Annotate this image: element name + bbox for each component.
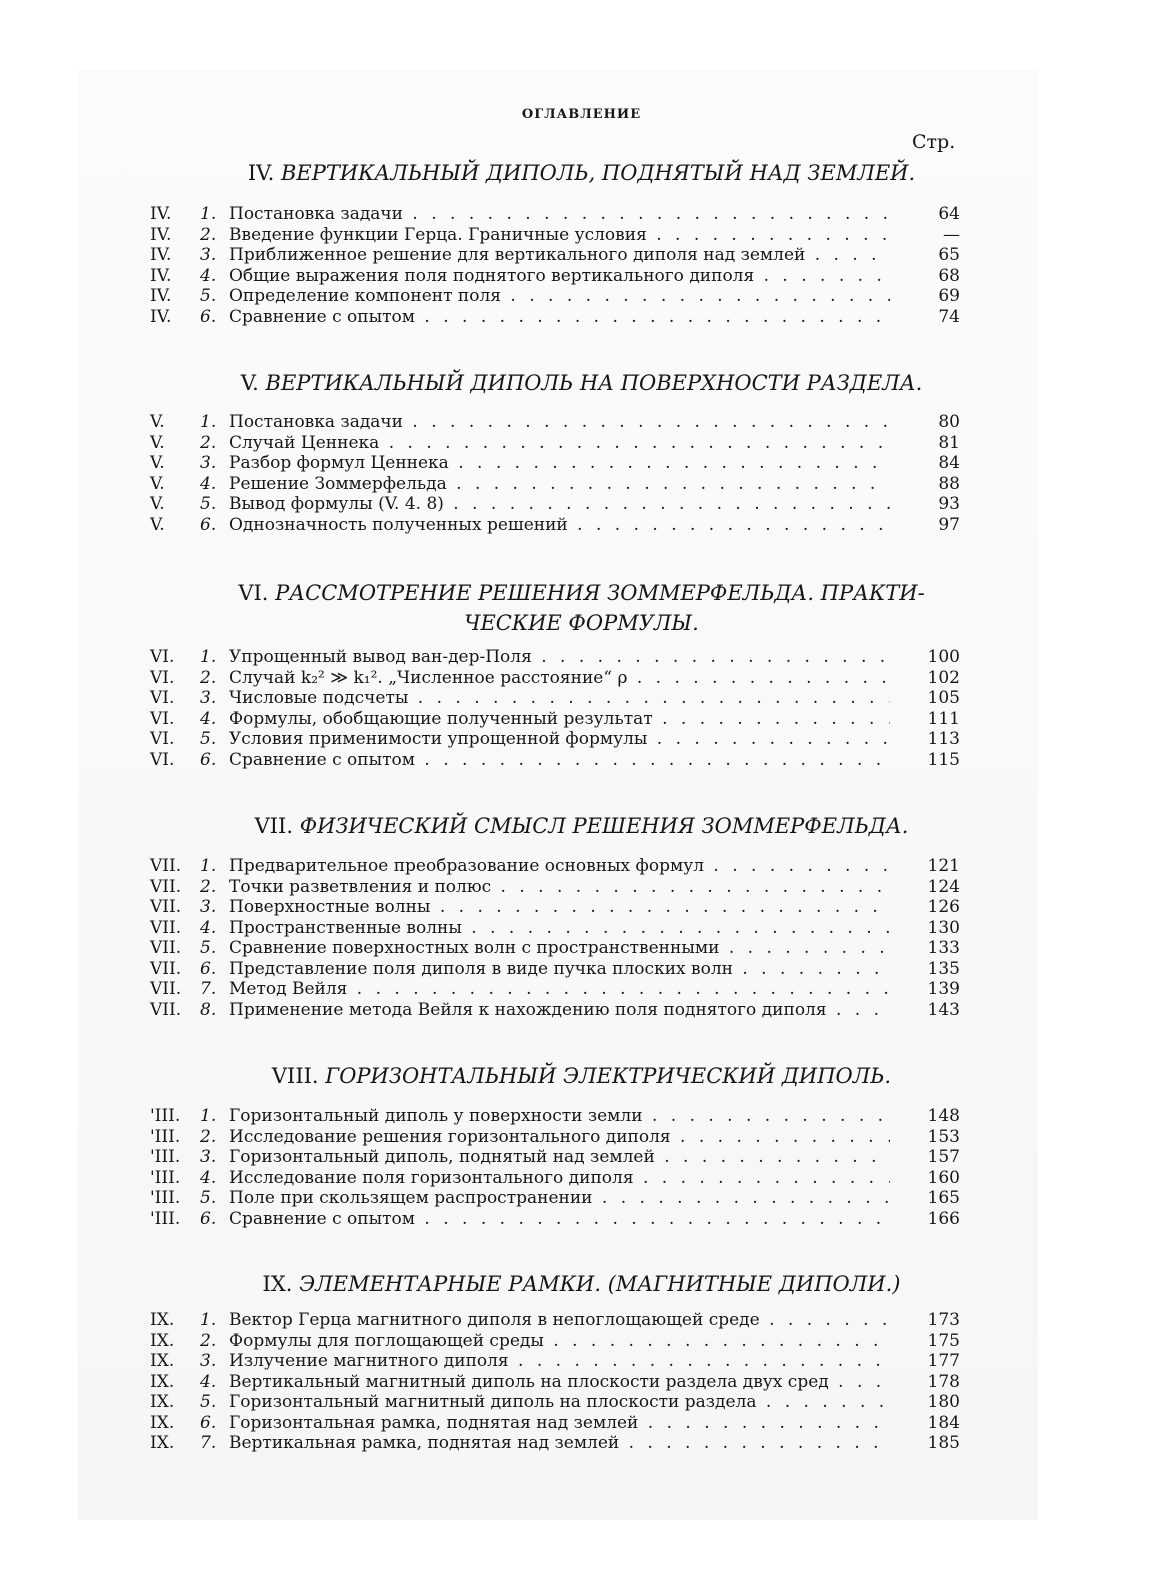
- toc-entry: [150, 225, 960, 246]
- entry-title-leader: [229, 433, 890, 454]
- entry-page-number: 69: [938, 286, 960, 306]
- entry-title-leader: [229, 286, 890, 307]
- entry-section-number: 7.: [200, 979, 217, 999]
- entry-section-number: 4.: [200, 1167, 217, 1188]
- entry-title: Поверхностные волны: [229, 897, 431, 917]
- entry-title-leader: [229, 1351, 890, 1372]
- chapter-heading: [0, 1266, 1163, 1303]
- entry-title-leader: [229, 1106, 890, 1127]
- entry-title: Предварительное преобразование основных формул: [229, 856, 704, 876]
- entry-title: Формулы для поглощающей среды: [229, 1330, 544, 1351]
- entry-chapter-roman: IX.: [150, 1371, 175, 1392]
- entry-section-number: 2.: [200, 1126, 217, 1147]
- entry-section-number: 4.: [200, 917, 217, 938]
- entry-title-leader: [229, 668, 890, 689]
- entry-title-leader: [229, 959, 890, 980]
- entry-section-number: 2.: [200, 432, 217, 453]
- entry-page-number: 184: [927, 1412, 960, 1433]
- entry-page-number: 113: [927, 729, 960, 749]
- chapter-title: ФИЗИЧЕСКИЙ СМЫСЛ РЕШЕНИЯ ЗОММЕРФЕЛЬДА.: [299, 814, 909, 838]
- entry-section-number: 3.: [200, 245, 217, 265]
- entry-title: Вектор Герца магнитного диполя в непоглощающей среде: [229, 1310, 760, 1330]
- entry-title-leader: [229, 1331, 890, 1352]
- entry-section-number: 3.: [200, 688, 217, 708]
- entry-page-number: 100: [927, 647, 960, 667]
- entry-section-number: 2.: [200, 1330, 217, 1351]
- page-title: ОГЛАВЛЕНИЕ: [521, 107, 642, 122]
- entry-chapter-roman: VI.: [150, 708, 175, 729]
- entry-page-number: 139: [927, 979, 960, 999]
- entry-title-leader: [229, 307, 890, 328]
- entry-title: Сравнение с опытом: [229, 306, 415, 327]
- entry-section-number: 5.: [200, 729, 217, 749]
- entry-page-number: 180: [927, 1392, 960, 1412]
- entry-chapter-roman: VII.: [150, 856, 182, 876]
- toc-entry: [150, 709, 960, 730]
- entry-title-leader: [229, 647, 890, 668]
- toc-entry: [150, 453, 960, 474]
- entry-chapter-roman: 'III.: [150, 1106, 181, 1126]
- chapter-title-line2: ЧЕСКИЕ ФОРМУЛЫ.: [464, 611, 699, 635]
- entry-section-number: 1.: [200, 1310, 217, 1330]
- entry-chapter-roman: VII.: [150, 979, 182, 999]
- entry-section-number: 4.: [200, 473, 217, 494]
- toc-entry: [150, 494, 960, 515]
- entry-title-leader: [229, 453, 890, 474]
- toc-entry: [150, 433, 960, 454]
- entry-chapter-roman: V.: [150, 412, 165, 432]
- toc-entry: [150, 1310, 960, 1331]
- toc-entry: [150, 647, 960, 668]
- entry-title: Случай k₂² ≫ k₁². „Численное расстояние“ ρ: [229, 667, 628, 688]
- entry-title: Метод Вейля: [229, 979, 348, 999]
- toc-entry: [150, 1372, 960, 1393]
- entry-page-number: 81: [938, 432, 960, 453]
- entry-title: Решение Зоммерфельда: [229, 473, 447, 494]
- entry-title-leader: [229, 412, 890, 433]
- entry-title-leader: [229, 750, 890, 771]
- entry-title-leader: [229, 877, 890, 898]
- entry-chapter-roman: VII.: [150, 999, 182, 1020]
- entry-page-number: 102: [927, 667, 960, 688]
- entry-title: Применение метода Вейля к нахождению поля поднятого диполя: [229, 999, 827, 1020]
- toc-entry: [150, 266, 960, 287]
- entry-section-number: 2.: [200, 876, 217, 897]
- entry-title-leader: [229, 1147, 890, 1168]
- entry-title: Сравнение поверхностных волн с пространственными: [229, 938, 720, 958]
- entry-chapter-roman: V.: [150, 453, 165, 473]
- chapter-heading: [0, 155, 1163, 192]
- entry-title-leader: [229, 938, 890, 959]
- entry-title: Горизонтальный диполь, поднятый над землей: [229, 1147, 655, 1167]
- entry-chapter-roman: VII.: [150, 958, 182, 979]
- entry-chapter-roman: VII.: [150, 938, 182, 958]
- toc-entry: [150, 729, 960, 750]
- toc-entry: [150, 1209, 960, 1230]
- toc-entry: [150, 286, 960, 307]
- chapter-entries: [150, 412, 960, 535]
- toc-entry: [150, 668, 960, 689]
- entry-chapter-roman: IV.: [150, 224, 172, 245]
- entry-chapter-roman: V.: [150, 494, 165, 514]
- entry-page-number: 166: [927, 1208, 960, 1229]
- toc-entry: [150, 877, 960, 898]
- toc-entry: [150, 1413, 960, 1434]
- entry-section-number: 5.: [200, 286, 217, 306]
- chapter-entries: [150, 1310, 960, 1454]
- entry-title-leader: [229, 709, 890, 730]
- entry-page-number: 177: [927, 1351, 960, 1371]
- entry-chapter-roman: VI.: [150, 729, 175, 749]
- entry-title-leader: [229, 1168, 890, 1189]
- entry-title-leader: [229, 1209, 890, 1230]
- entry-title: Горизонтальный диполь у поверхности земли: [229, 1106, 643, 1126]
- toc-entry: [150, 938, 960, 959]
- entry-title-leader: [229, 1188, 890, 1209]
- entry-chapter-roman: VII.: [150, 897, 182, 917]
- entry-section-number: 3.: [200, 1147, 217, 1167]
- toc-entry: [150, 1433, 960, 1454]
- toc-entry: [150, 515, 960, 536]
- toc-entry: [150, 1127, 960, 1148]
- toc-entry: [150, 1351, 960, 1372]
- chapter-number: VIII.: [271, 1064, 319, 1088]
- toc-entry: [150, 204, 960, 225]
- entry-chapter-roman: 'III.: [150, 1167, 181, 1188]
- entry-section-number: 4.: [200, 265, 217, 286]
- entry-title-leader: [229, 688, 890, 709]
- entry-section-number: 1.: [200, 412, 217, 432]
- entry-chapter-roman: 'III.: [150, 1147, 181, 1167]
- entry-section-number: 3.: [200, 1351, 217, 1371]
- entry-section-number: 1.: [200, 1106, 217, 1126]
- entry-chapter-roman: VI.: [150, 688, 175, 708]
- entry-page-number: 124: [927, 876, 960, 897]
- entry-chapter-roman: IV.: [150, 265, 172, 286]
- entry-title-leader: [229, 1392, 890, 1413]
- entry-title: Горизонтальная рамка, поднятая над землей: [229, 1412, 639, 1433]
- entry-chapter-roman: 'III.: [150, 1188, 181, 1208]
- toc-entry: [150, 918, 960, 939]
- toc-entry: [150, 1331, 960, 1352]
- entry-page-number: 148: [927, 1106, 960, 1126]
- entry-section-number: 8.: [200, 999, 217, 1020]
- entry-page-number: 185: [927, 1433, 960, 1453]
- toc-entry: [150, 1147, 960, 1168]
- toc-entry: [150, 245, 960, 266]
- toc-entry: [150, 959, 960, 980]
- entry-page-number: 97: [938, 514, 960, 535]
- entry-chapter-roman: IX.: [150, 1351, 175, 1371]
- entry-section-number: 6.: [200, 306, 217, 327]
- entry-chapter-roman: 'III.: [150, 1126, 181, 1147]
- entry-title-leader: [229, 1433, 890, 1454]
- entry-chapter-roman: VII.: [150, 876, 182, 897]
- entry-section-number: 6.: [200, 1412, 217, 1433]
- entry-section-number: 3.: [200, 897, 217, 917]
- chapter-entries: [150, 1106, 960, 1229]
- entry-title-leader: [229, 856, 890, 877]
- chapter-title: ВЕРТИКАЛЬНЫЙ ДИПОЛЬ НА ПОВЕРХНОСТИ РАЗДЕЛА.: [265, 371, 923, 395]
- toc-entry: [150, 897, 960, 918]
- entry-section-number: 6.: [200, 958, 217, 979]
- chapter-number: IV.: [247, 161, 275, 185]
- entry-title: Пространственные волны: [229, 917, 462, 938]
- entry-title-leader: [229, 979, 890, 1000]
- entry-page-number: 160: [927, 1167, 960, 1188]
- toc-entry: [150, 412, 960, 433]
- entry-page-number: 153: [927, 1126, 960, 1147]
- entry-chapter-roman: IV.: [150, 286, 172, 306]
- entry-title: Условия применимости упрощенной формулы: [229, 729, 648, 749]
- entry-title-leader: [229, 729, 890, 750]
- page-column-label: Стр.: [912, 131, 956, 153]
- entry-chapter-roman: IV.: [150, 245, 172, 265]
- entry-page-number: 173: [927, 1310, 960, 1330]
- entry-page-number: 130: [927, 917, 960, 938]
- entry-section-number: 6.: [200, 514, 217, 535]
- entry-title: Исследование решения горизонтального диполя: [229, 1126, 671, 1147]
- entry-chapter-roman: IX.: [150, 1330, 175, 1351]
- entry-title: Горизонтальный магнитный диполь на плоскости раздела: [229, 1392, 757, 1412]
- entry-section-number: 2.: [200, 224, 217, 245]
- chapter-title: ВЕРТИКАЛЬНЫЙ ДИПОЛЬ, ПОДНЯТЫЙ НАД ЗЕМЛЕЙ.: [280, 161, 916, 185]
- entry-page-number: 115: [927, 749, 960, 770]
- entry-chapter-roman: VI.: [150, 667, 175, 688]
- chapter-entries: [150, 204, 960, 327]
- entry-chapter-roman: V.: [150, 514, 165, 535]
- chapter-title: ЭЛЕМЕНТАРНЫЕ РАМКИ. (МАГНИТНЫЕ ДИПОЛИ.): [299, 1272, 901, 1296]
- entry-title: Вертикальная рамка, поднятая над землей: [229, 1433, 620, 1453]
- chapter-number: IX.: [262, 1272, 293, 1296]
- entry-title-leader: [229, 474, 890, 495]
- chapter-heading-continued: [0, 605, 1163, 642]
- entry-title: Разбор формул Ценнека: [229, 453, 449, 473]
- entry-chapter-roman: VI.: [150, 647, 175, 667]
- entry-chapter-roman: VI.: [150, 749, 175, 770]
- entry-page-number: 126: [927, 897, 960, 917]
- entry-page-number: 111: [927, 708, 960, 729]
- entry-title: Сравнение с опытом: [229, 749, 415, 770]
- toc-entry: [150, 1000, 960, 1021]
- entry-section-number: 4.: [200, 1371, 217, 1392]
- toc-entry: [150, 688, 960, 709]
- entry-title-leader: [229, 204, 890, 225]
- entry-page-number: 133: [927, 938, 960, 958]
- entry-section-number: 1.: [200, 647, 217, 667]
- entry-title-leader: [229, 918, 890, 939]
- entry-chapter-roman: IV.: [150, 306, 172, 327]
- entry-title: Определение компонент поля: [229, 286, 501, 306]
- entry-chapter-roman: IX.: [150, 1310, 175, 1330]
- entry-title-leader: [229, 1310, 890, 1331]
- entry-chapter-roman: IX.: [150, 1433, 175, 1453]
- entry-title-leader: [229, 266, 890, 287]
- entry-section-number: 1.: [200, 204, 217, 224]
- entry-title-leader: [229, 245, 890, 266]
- entry-title-leader: [229, 1372, 890, 1393]
- entry-page-number: 74: [938, 306, 960, 327]
- entry-title-leader: [229, 494, 890, 515]
- entry-title: Точки разветвления и полюс: [229, 876, 492, 897]
- entry-chapter-roman: 'III.: [150, 1208, 181, 1229]
- entry-title: Сравнение с опытом: [229, 1208, 415, 1229]
- entry-title-leader: [229, 515, 890, 536]
- entry-title: Общие выражения поля поднятого вертикального диполя: [229, 265, 755, 286]
- entry-page-number: 175: [927, 1330, 960, 1351]
- entry-page-number: 80: [938, 412, 960, 432]
- entry-title: Формулы, обобщающие полученный результат: [229, 708, 653, 729]
- entry-page-number: 64: [938, 204, 960, 224]
- entry-title: Случай Ценнека: [229, 432, 380, 453]
- entry-page-number: 157: [927, 1147, 960, 1167]
- entry-title: Исследование поля горизонтального диполя: [229, 1167, 634, 1188]
- entry-title-leader: [229, 225, 890, 246]
- entry-page-number: 135: [927, 958, 960, 979]
- entry-page-number: 165: [927, 1188, 960, 1208]
- entry-title-leader: [229, 1000, 890, 1021]
- entry-section-number: 1.: [200, 856, 217, 876]
- entry-page-number: 143: [927, 999, 960, 1020]
- chapter-heading: [0, 1058, 1163, 1095]
- entry-section-number: 5.: [200, 1188, 217, 1208]
- entry-page-number: 88: [938, 473, 960, 494]
- entry-title: Упрощенный вывод ван-дер-Поля: [229, 647, 532, 667]
- toc-entry: [150, 307, 960, 328]
- toc-entry: [150, 1106, 960, 1127]
- entry-title-leader: [229, 897, 890, 918]
- entry-title: Постановка задачи: [229, 204, 404, 224]
- chapter-number: VI.: [238, 581, 269, 605]
- entry-title: Вывод формулы (V. 4. 8): [229, 494, 444, 514]
- toc-entry: [150, 1168, 960, 1189]
- entry-title: Постановка задачи: [229, 412, 404, 432]
- entry-chapter-roman: IX.: [150, 1412, 175, 1433]
- entry-chapter-roman: IX.: [150, 1392, 175, 1412]
- toc-entry: [150, 474, 960, 495]
- entry-title: Приближенное решение для вертикального диполя над землей: [229, 245, 806, 265]
- entry-page-number: 68: [938, 265, 960, 286]
- entry-section-number: 2.: [200, 667, 217, 688]
- entry-section-number: 3.: [200, 453, 217, 473]
- entry-title: Однозначность полученных решений: [229, 514, 568, 535]
- chapter-heading: [0, 365, 1163, 402]
- entry-page-number: 84: [938, 453, 960, 473]
- chapter-title: РАССМОТРЕНИЕ РЕШЕНИЯ ЗОММЕРФЕЛЬДА. ПРАКТИ-: [275, 581, 925, 605]
- entry-section-number: 5.: [200, 494, 217, 514]
- toc-entry: [150, 979, 960, 1000]
- chapter-number: V.: [240, 371, 259, 395]
- entry-title: Вертикальный магнитный диполь на плоскости раздела двух сред: [229, 1371, 829, 1392]
- entry-section-number: 5.: [200, 1392, 217, 1412]
- entry-section-number: 6.: [200, 749, 217, 770]
- entry-chapter-roman: V.: [150, 473, 165, 494]
- entry-title: Числовые подсчеты: [229, 688, 409, 708]
- toc-entry: [150, 1188, 960, 1209]
- entry-title: Поле при скользящем распространении: [229, 1188, 593, 1208]
- entry-section-number: 7.: [200, 1433, 217, 1453]
- entry-chapter-roman: VII.: [150, 917, 182, 938]
- entry-section-number: 4.: [200, 708, 217, 729]
- toc-entry: [150, 750, 960, 771]
- entry-page-number: —: [943, 224, 960, 245]
- entry-title: Излучение магнитного диполя: [229, 1351, 509, 1371]
- chapter-heading: [0, 808, 1163, 845]
- entry-title-leader: [229, 1127, 890, 1148]
- entry-page-number: 93: [938, 494, 960, 514]
- entry-chapter-roman: IV.: [150, 204, 172, 224]
- entry-page-number: 105: [927, 688, 960, 708]
- chapter-number: VII.: [254, 814, 294, 838]
- toc-entry: [150, 856, 960, 877]
- entry-title: Представление поля диполя в виде пучка плоских волн: [229, 958, 733, 979]
- entry-section-number: 6.: [200, 1208, 217, 1229]
- entry-section-number: 5.: [200, 938, 217, 958]
- chapter-title: ГОРИЗОНТАЛЬНЫЙ ЭЛЕКТРИЧЕСКИЙ ДИПОЛЬ.: [325, 1064, 892, 1088]
- chapter-entries: [150, 856, 960, 1020]
- chapter-entries: [150, 647, 960, 770]
- entry-page-number: 178: [927, 1371, 960, 1392]
- entry-title-leader: [229, 1413, 890, 1434]
- entry-chapter-roman: V.: [150, 432, 165, 453]
- entry-page-number: 65: [938, 245, 960, 265]
- toc-entry: [150, 1392, 960, 1413]
- entry-title: Введение функции Герца. Граничные условия: [229, 224, 647, 245]
- entry-page-number: 121: [927, 856, 960, 876]
